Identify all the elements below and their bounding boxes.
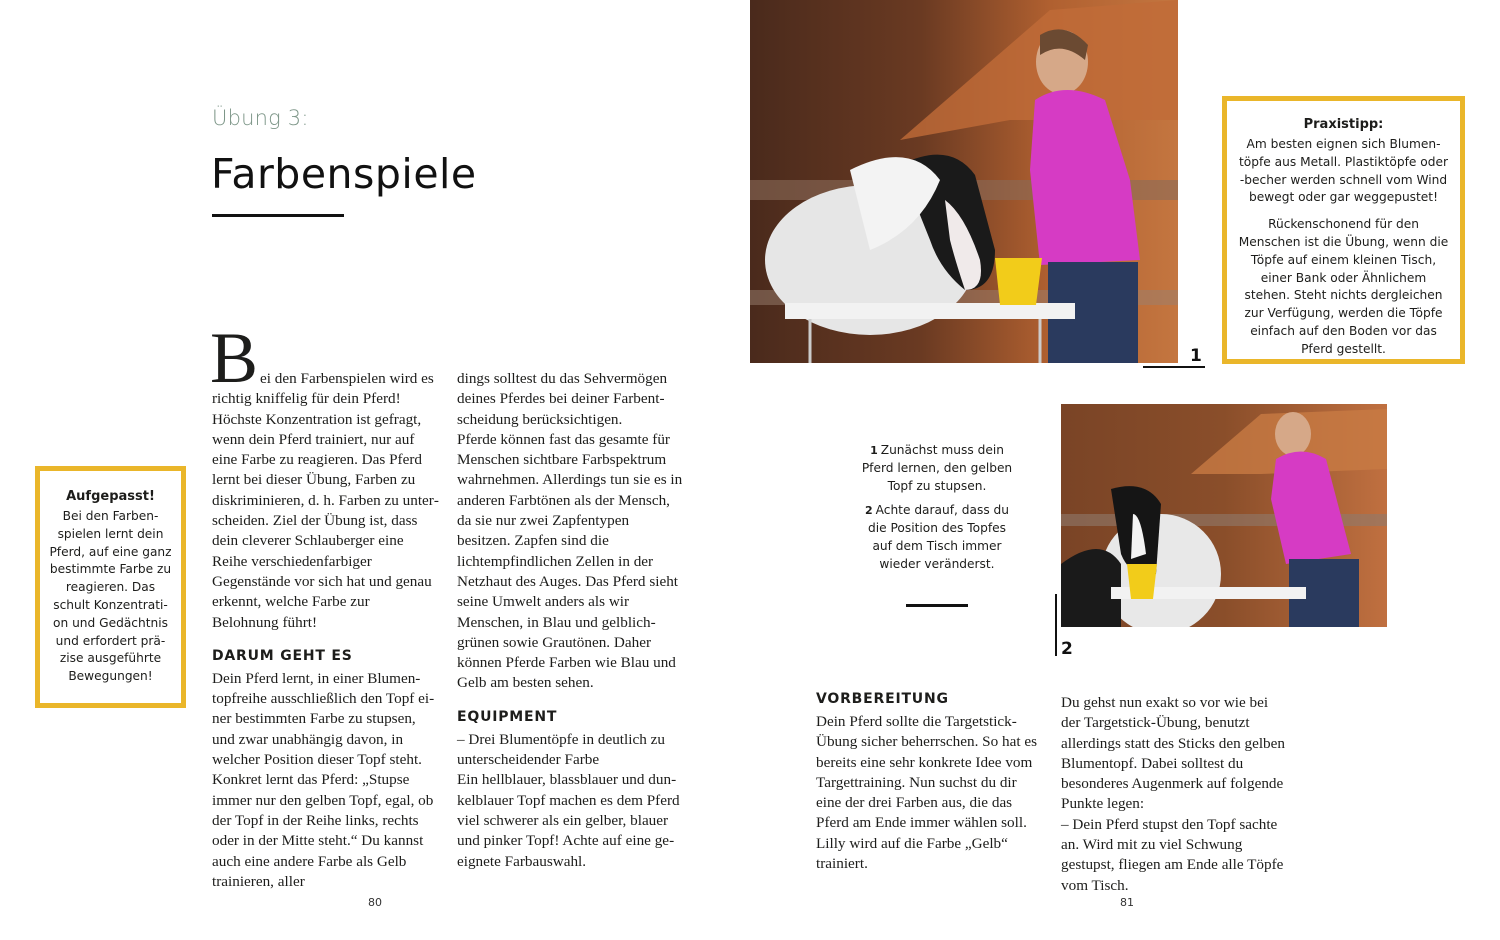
caption-1 <box>857 442 1017 495</box>
tip-title: Praxistipp: <box>1303 117 1384 132</box>
equipment-item: – Drei Blumentöpfe in deutlich zu unterscheidender Farbe <box>457 730 665 769</box>
body-column-3 <box>816 690 1044 874</box>
page-number-left: 80 <box>368 896 382 909</box>
col4-paragraph: Du gehst nun exakt so vor wie bei der Targetstick-Übung, benutzt allerdings statt des Sticks den gelben Blumentopf. Dabei solltest du besonderes Augenmerk auf folgende Punkte legen: <box>1061 694 1285 813</box>
photo-2 <box>1061 404 1387 627</box>
yellow-pot <box>995 258 1042 305</box>
yellow-pot <box>1127 564 1157 599</box>
caption-1-num: 1 <box>870 444 878 457</box>
callout-title: Aufgepasst! <box>66 489 155 504</box>
photo-1 <box>750 0 1178 363</box>
photo-2-number: 2 <box>1061 639 1073 659</box>
photo-1-illustration <box>750 0 1178 363</box>
drop-cap: B <box>210 318 259 398</box>
section-heading-equipment: EQUIPMENT <box>457 708 558 725</box>
callout-praxistipp <box>1222 96 1465 364</box>
callout-text: Bei den Farbenspielen lernt dein Pferd, auf eine ganz bestimmte Farbe zu reagieren. Das schult Konzentration und Gedächtnis und erfordert präzise ausgeführte Bewegungen! <box>49 509 172 684</box>
caption-2-text: Achte darauf, dass du die Position des Topfes auf dem Tisch immer wieder veränderst. <box>868 503 1010 571</box>
photo-1-number: 1 <box>1190 346 1202 366</box>
tip-text-2: Rückenschonend für den Menschen ist die Übung, wenn die Töpfe auf einem kleinen Tisch, einer Bank oder Ähnlichem stehen. Steht nichts dergleichen zur Verfügung, werden die Töpfe einfach auf den Boden vor das Pferd gestellt. <box>1238 217 1449 356</box>
tip-text-1: Am besten eignen sich Blumentöpfe aus Metall. Plastiktöpfe oder -becher werden schnell vom Wind bewegt oder gar weggepustet! <box>1239 137 1448 205</box>
caption-2 <box>857 502 1017 573</box>
intro-paragraph <box>210 318 440 633</box>
col4-item: – Dein Pferd stupst den Topf sachte an. Wird mit zu viel Schwung gestupst, fliegen am Ende alle Töpfe vom Tisch. <box>1061 815 1284 894</box>
caption-1-text: Zunächst muss dein Pferd lernen, den gelben Topf zu stupsen. <box>861 443 1013 493</box>
caption-2-num: 2 <box>864 504 873 518</box>
photo-2-illustration <box>1061 404 1387 627</box>
equipment-text: Ein hellblauer, blassblauer und dunkelblauer Topf machen es dem Pferd viel schwerer als ein gelber, blauer und pinker Topf! Achte auf eine geeignete Farbauswahl. <box>457 771 680 870</box>
section-text-darum: Dein Pferd lernt, in einer Blumentopfreihe ausschließlich den Topf einer bestimmten Farbe zu stupsen, und zwar unabhängig davon, in welcher Position dieser Topf steht. Konkret lernt das Pferd: „Stupse immer nur den gelben Topf, egal, ob der Topf in der Reihe links, rechts oder in der Mitte steht.“ Du kannst auch eine andere Farbe als Gelb trainieren, aller <box>212 669 435 890</box>
title-underline <box>212 214 344 217</box>
callout-aufgepasst <box>35 466 186 708</box>
photo-captions <box>857 442 1017 581</box>
col2-paragraph-2: Pferde können fast das gesamte für Menschen sichtbare Farbspektrum wahrnehmen. Allerdings tun sie es in anderen Farbtönen als der Mensch, da sie nur zwei Zapfentypen besitzen. Zapfen sind die lichtempfindlichen Zellen in der Netzhaut des Auges. Das Pferd sieht seine Umwelt anders als wir Menschen, in Blau und gelblich-grünen sowie Grautönen. Daher können Pferde Farben wie Blau und Gelb am besten sehen. <box>457 430 683 692</box>
intro-text: ei den Farbenspielen wird es richtig kniffelig für dein Pferd! Höchste Konzentration ist gefragt, wenn dein Pferd trainiert, nur auf eine Farbe zu reagieren. Das Pferd lernt bei dieser Übung, Farben zu diskriminieren, d. h. Farben zu unterscheiden. Ziel der Übung ist, dass dein cleverer Schlauberger eine Reihe verschiedenfarbiger Gegenstände vor sich hat und genau erkennt, welche Farbe zur Belohnung führt! <box>212 370 439 631</box>
page-title: Farbenspiele <box>211 150 477 198</box>
col2-paragraph-1: dings solltest du das Sehvermögen deines Pferdes bei deiner Farbentscheidung berücksichtigen. <box>457 370 668 428</box>
caption-divider <box>906 604 968 607</box>
photo-1-number-rule <box>1143 366 1205 368</box>
photo-2-number-rule <box>1055 594 1057 656</box>
section-heading-darum: DARUM GEHT ES <box>212 647 353 664</box>
page-number-right: 81 <box>1120 896 1134 909</box>
section-heading-vorbereitung: VORBEREITUNG <box>816 691 949 707</box>
body-column-2 <box>457 369 685 872</box>
body-column-1 <box>210 318 440 892</box>
section-text-vorbereitung: Dein Pferd sollte die Targetstick-Übung sicher beherrschen. So hat es bereits eine sehr konkrete Idee vom Targettraining. Nun suchst du dir eine der drei Farben aus, die das Pferd am Ende immer wählen soll. Lilly wird auf die Farbe „Gelb“ trainiert. <box>816 713 1037 873</box>
body-column-4 <box>1061 693 1289 896</box>
exercise-kicker: Übung 3: <box>212 106 309 130</box>
